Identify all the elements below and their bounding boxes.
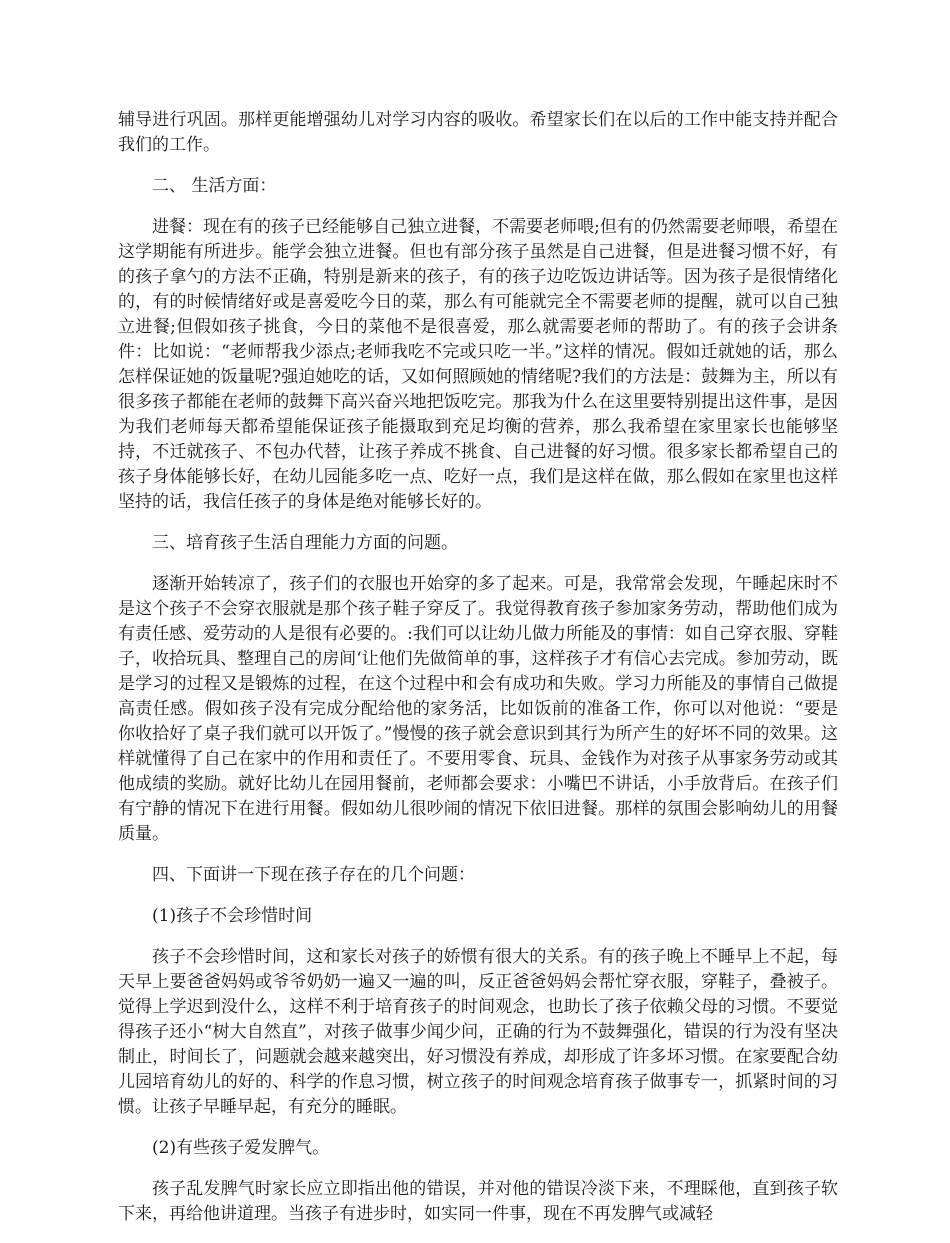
- paragraph-time: 孩子不会珍惜时间，这和家长对孩子的娇惯有很大的关系。有的孩子晚上不睡早上不起，每天早上要爸爸妈妈或爷爷奶奶一遍又一遍的叫，反正爸爸妈妈会帮忙穿衣服，穿鞋子，叠被子。觉得上学迟到没什么，这样不利于培育孩子的时间观念，也助长了孩子依赖父母的习惯。不要觉得孩子还小“树大自然直”，对孩子做事少闻少问，正确的行为不鼓舞强化，错误的行为没有坚决制止，时间长了，问题就会越来越突出，好习惯没有养成，却形成了许多坏习惯。在家要配合幼儿园培育幼儿的好的、科学的作息习惯，树立孩子的时间观念培育孩子做事专一，抓紧时间的习惯。让孩子早睡早起，有充分的睡眠。: [118, 947, 838, 1117]
- section-heading-problems: 四、下面讲一下现在孩子存在的几个问题：: [152, 865, 475, 885]
- paragraph-temper: 孩子乱发脾气时家长应立即指出他的错误，并对他的错误冷淡下来，不理睬他，直到孩子软下来，再给他讲道理。当孩子有进步时，如实同一件事，现在不再发脾气或减轻: [118, 1179, 838, 1224]
- section-heading-self-care: 三、培育孩子生活自理能力方面的问题。: [152, 533, 458, 553]
- paragraph-self-care: 逐渐开始转凉了，孩子们的衣服也开始穿的多了起来。可是，我常常会发现，午睡起床时不是这个孩子不会穿衣服就是那个孩子鞋子穿反了。我觉得教育孩子参加家务劳动，帮助他们成为有责任感、爱劳动的人是很有必要的。:我们可以让幼儿做力所能及的事情：如自己穿衣服、穿鞋子，收拾玩具、整理自己的房间‘让他们先做简单的事，这样孩子才有信心去完成。参加劳动，既是学习的过程又是锻炼的过程，在这个过程中和会有成功和失败。学习力所能及的事情自己做提高责任感。假如孩子没有完成分配给他的家务活，比如饭前的准备工作，你可以对他说：“要是你收拾好了桌子我们就可以开饭了。”慢慢的孩子就会意识到其行为所产生的好坏不同的效果。这样就懂得了自己在家中的作用和责任了。不要用零食、玩具、金钱作为对孩子从事家务劳动或其他成绩的奖励。就好比幼儿在园用餐前，老师都会要求：小嘴巴不讲话，小手放背后。在孩子们有宁静的情况下在进行用餐。假如幼儿很吵闹的情况下依旧进餐。那样的氛围会影响幼儿的用餐质量。: [118, 574, 838, 844]
- section-heading-life: 二、 生活方面：: [152, 176, 277, 196]
- paragraph-continuation: 辅导进行巩固。那样更能增强幼儿对学习内容的吸收。希望家长们在以后的工作中能支持并配合我们的工作。: [118, 110, 838, 155]
- document-page: [118, 108, 838, 1243]
- subheading-time: (1)孩子不会珍惜时间: [152, 906, 313, 926]
- paragraph-eating: 进餐：现在有的孩子已经能够自己独立进餐，不需要老师喂;但有的仍然需要老师喂，希望在这学期能有所进步。能学会独立进餐。但也有部分孩子虽然是自己进餐，但是进餐习惯不好，有的孩子拿勺的方法不正确，特别是新来的孩子，有的孩子边吃饭边讲话等。因为孩子是很情绪化的，有的时候情绪好或是喜爱吃今日的菜，那么有可能就完全不需要老师的提醒，就可以自己独立进餐;但假如孩子挑食，今日的菜他不是很喜爱，那么就需要老师的帮助了。有的孩子会讲条件：比如说：“老师帮我少添点;老师我吃不完或只吃一半。”这样的情况。假如迁就她的话，那么怎样保证她的饭量呢?强迫她吃的话，又如何照顾她的情绪呢?我们的方法是：鼓舞为主，所以有很多孩子都能在老师的鼓舞下高兴奋兴地把饭吃完。那我为什么在这里要特别提出这件事，是因为我们老师每天都希望能保证孩子能摄取到充足均衡的营养，那么我希望在家里家长也能够坚持，不迁就孩子、不包办代替，让孩子养成不挑食、自己进餐的好习惯。很多家长都希望自己的孩子身体能够长好，在幼儿园能多吃一点、吃好一点，我们是这样在做，那么假如在家里也这样坚持的话，我信任孩子的身体是绝对能够长好的。: [118, 217, 838, 512]
- subheading-temper: (2)有些孩子爱发脾气。: [152, 1138, 330, 1158]
